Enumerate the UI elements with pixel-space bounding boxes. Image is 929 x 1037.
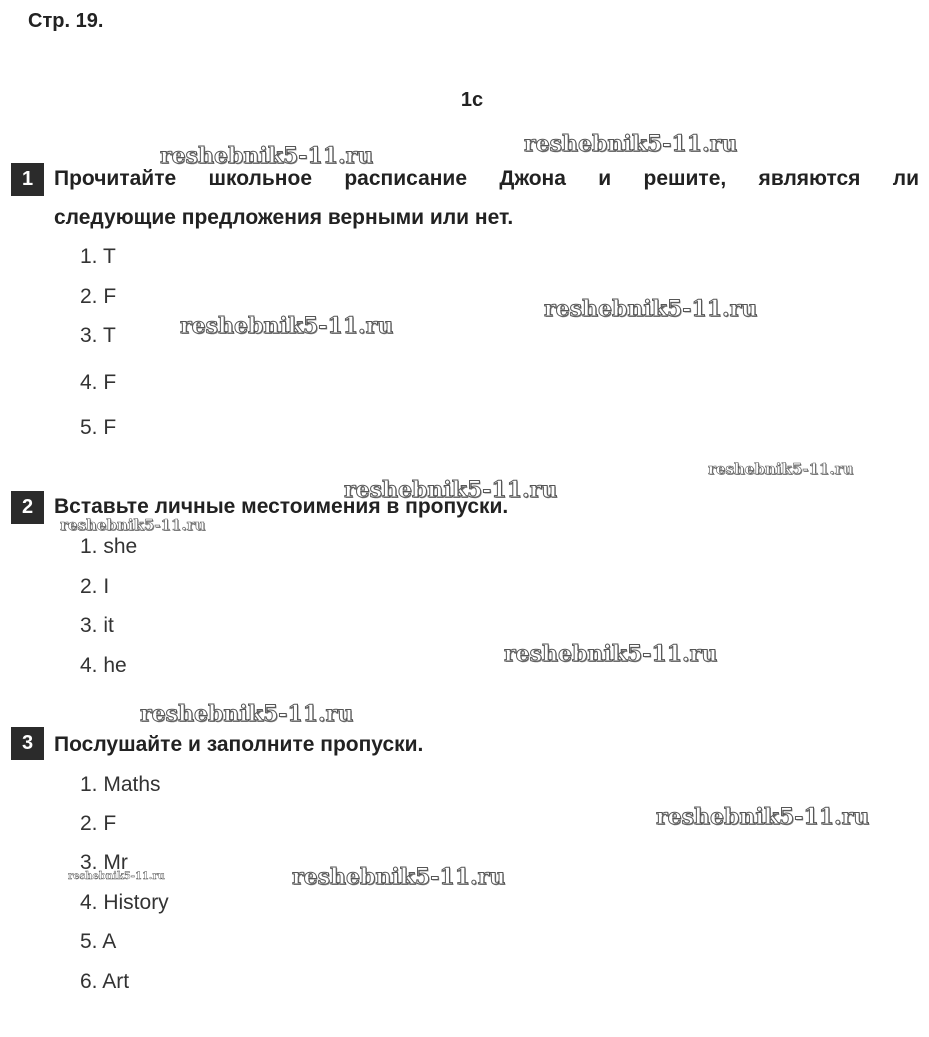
watermark: reshebnik5-11.ru: [708, 460, 854, 478]
exercise-3-number-badge: 3: [11, 727, 44, 760]
page-label: Стр. 19.: [28, 10, 104, 32]
exercise-2-number-badge: 2: [11, 491, 44, 524]
exercise-1-number-badge: 1: [11, 163, 44, 196]
watermark: reshebnik5-11.ru: [60, 516, 206, 534]
exercise-2-answer-3: 3. it: [80, 614, 114, 637]
watermark: reshebnik5-11.ru: [504, 641, 718, 667]
watermark: reshebnik5-11.ru: [140, 701, 354, 727]
exercise-1-title-line2: следующие предложения верными или нет.: [54, 206, 514, 229]
section-title: 1c: [460, 89, 484, 111]
exercise-3-answer-1: 1. Maths: [80, 773, 161, 796]
watermark: reshebnik5-11.ru: [656, 804, 870, 830]
exercise-2-answer-2: 2. I: [80, 575, 110, 598]
exercise-1-answer-5: 5. F: [80, 416, 117, 439]
exercise-2-answer-1: 1. she: [80, 535, 138, 558]
exercise-3-answer-6: 6. Art: [80, 970, 130, 993]
exercise-3-answer-2: 2. F: [80, 812, 117, 835]
watermark: reshebnik5-11.ru: [160, 143, 374, 169]
exercise-3-answer-3: 3. Mr: [80, 851, 128, 874]
exercise-3-answer-4: 4. History: [80, 891, 169, 914]
watermark: reshebnik5-11.ru: [180, 313, 394, 339]
exercise-2-answer-4: 4. he: [80, 654, 127, 677]
exercise-3-answer-5: 5. A: [80, 930, 117, 953]
watermark: reshebnik5-11.ru: [344, 477, 558, 503]
exercise-1-title-line1: Прочитайте школьное расписание Джона и решите, являются ли: [54, 167, 919, 190]
watermark: reshebnik5-11.ru: [68, 871, 165, 882]
exercise-3-title: Послушайте и заполните пропуски.: [54, 733, 424, 756]
watermark: reshebnik5-11.ru: [544, 296, 758, 322]
exercise-1-answer-1: 1. T: [80, 245, 116, 268]
exercise-2-title: Вставьте личные местоимения в пропуски.: [54, 495, 509, 518]
exercise-1-answer-3: 3. T: [80, 324, 116, 347]
exercise-1-answer-2: 2. F: [80, 285, 117, 308]
watermark: reshebnik5-11.ru: [524, 131, 738, 157]
exercise-1-answer-4: 4. F: [80, 371, 117, 394]
watermark: reshebnik5-11.ru: [292, 864, 506, 890]
